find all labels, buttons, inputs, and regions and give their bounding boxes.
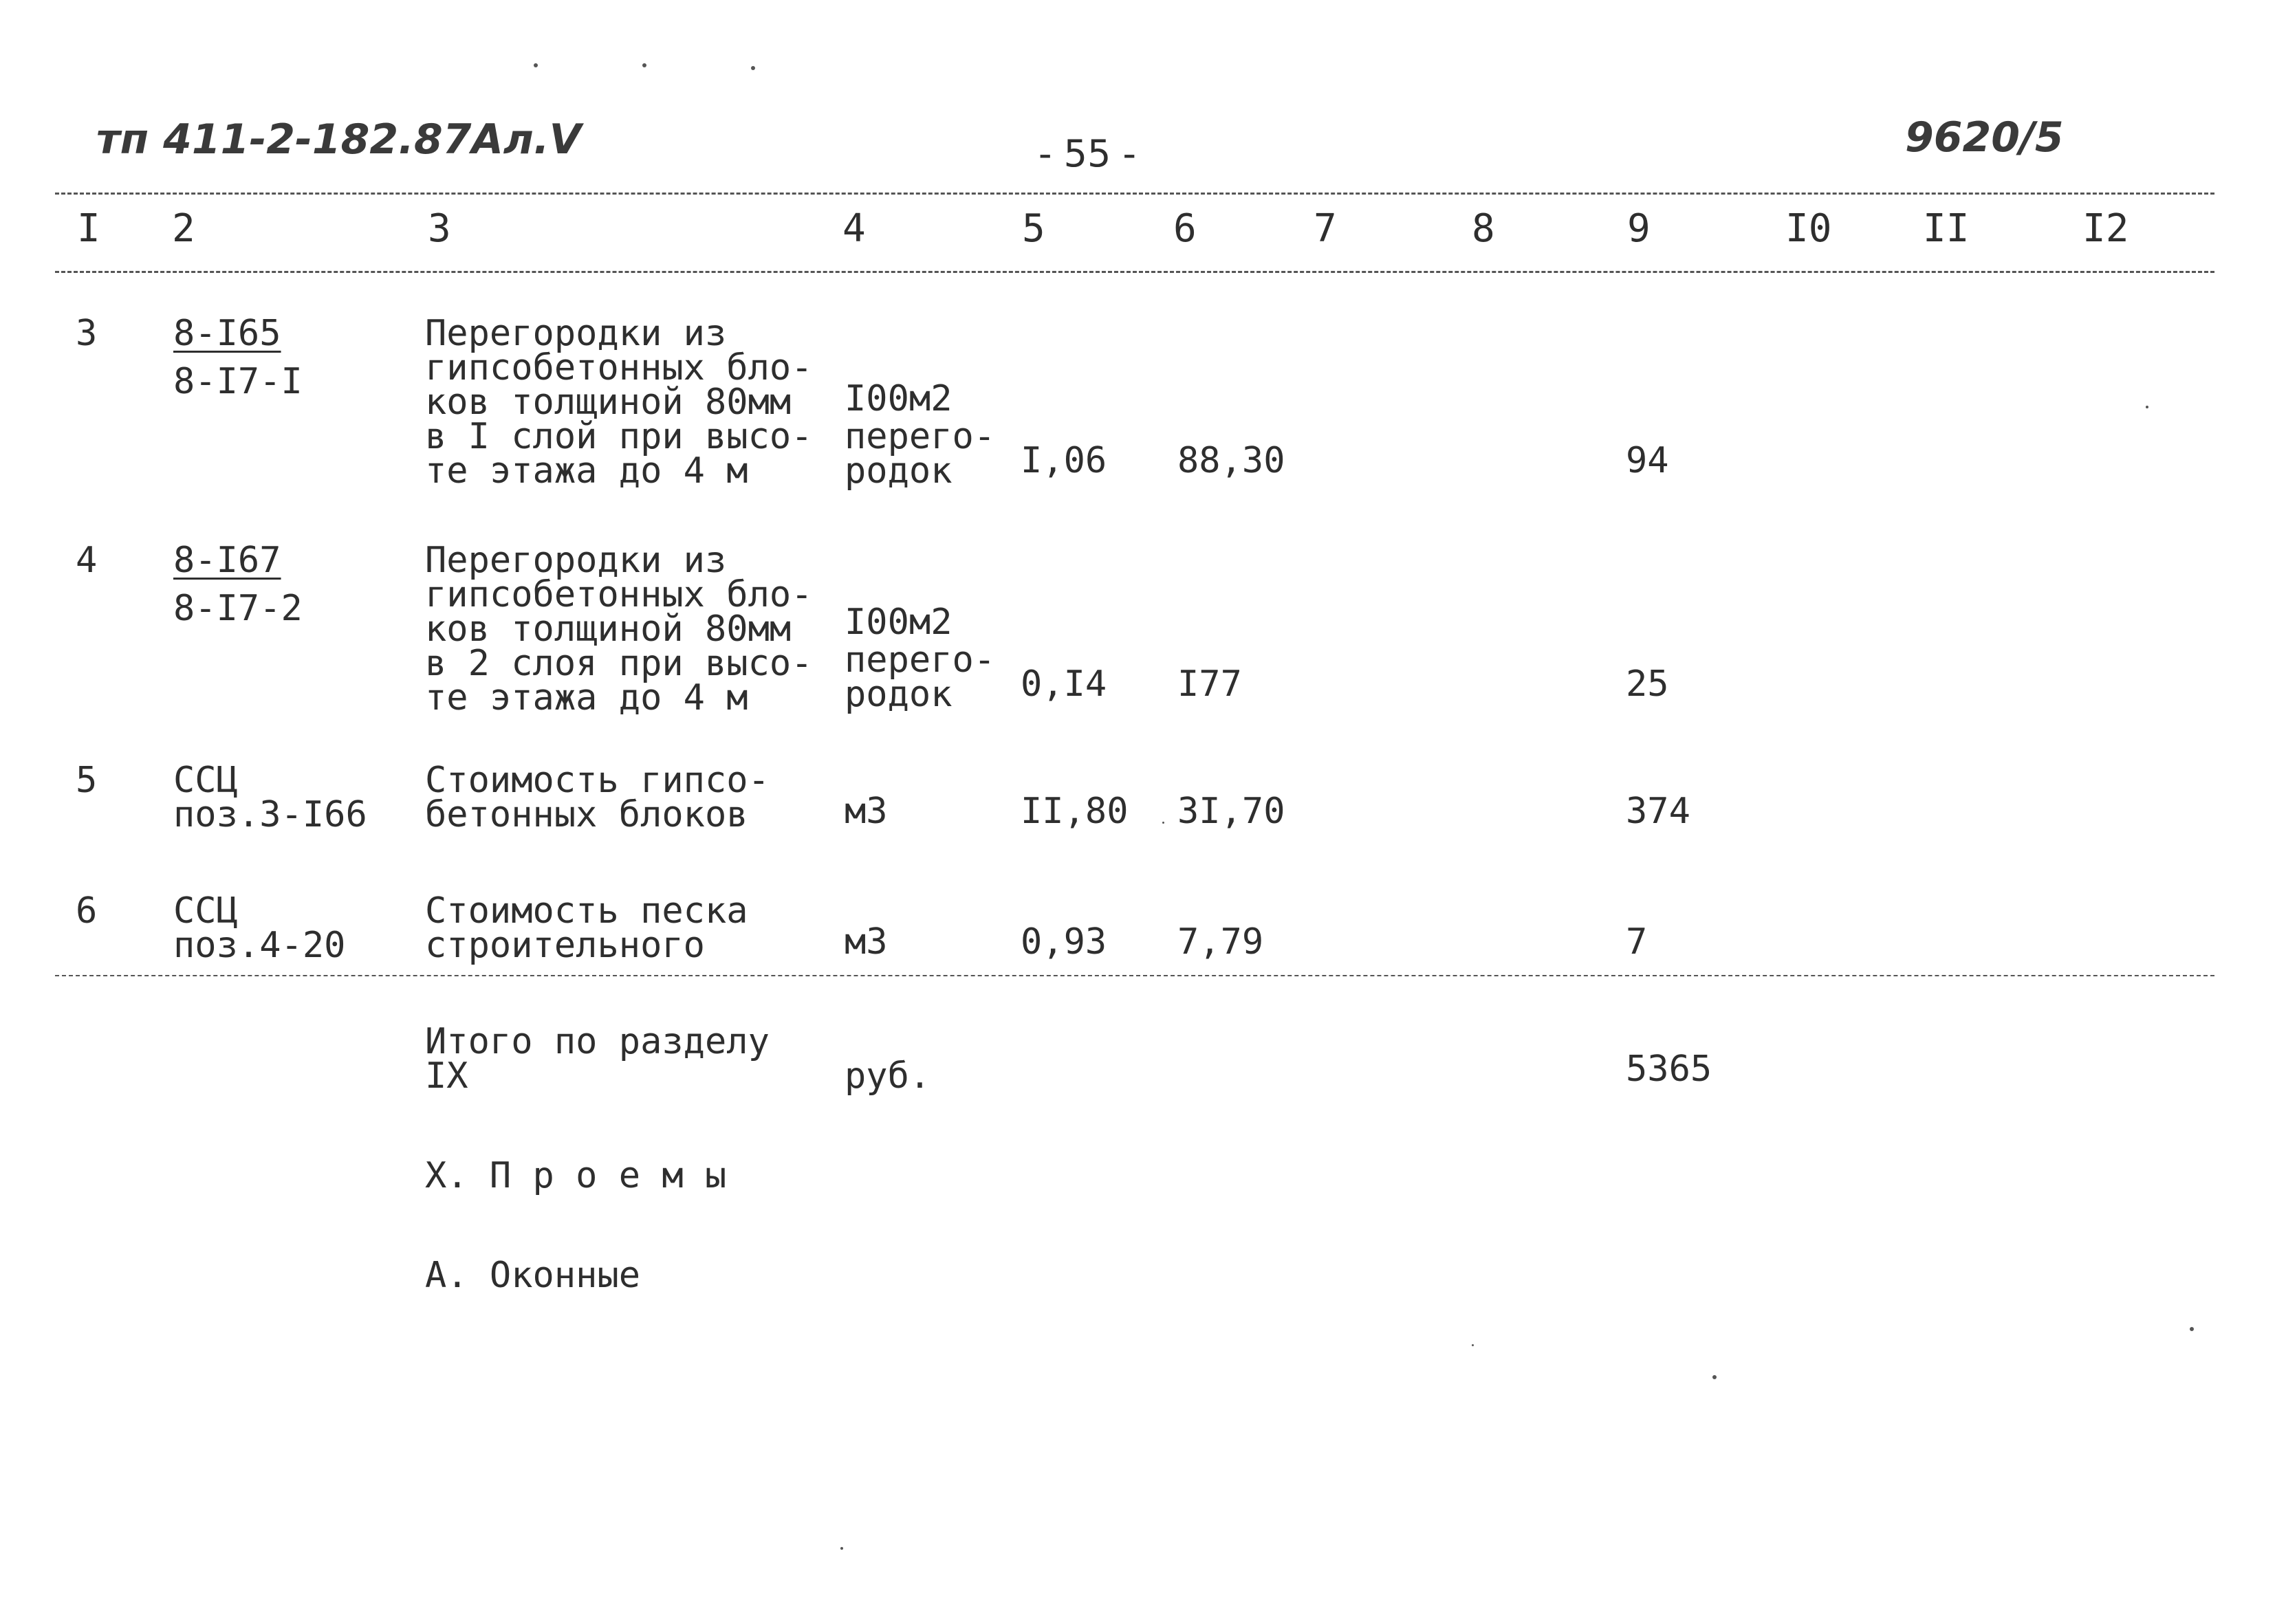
row-description-line: бетонных блоков [425,794,748,835]
section-heading: X. П р о е м ы [425,1155,727,1196]
column-header: 8 [1472,206,1495,251]
row-code-bottom: поз.3-I66 [173,794,367,835]
row-unit-line: м3 [845,921,888,963]
row-number: 3 [76,313,98,354]
column-header: I2 [2082,206,2129,251]
column-header: 3 [428,206,451,251]
row-description-line: ков толщиной 80мм [425,608,792,650]
row-description-line: гипсобетонных бло- [425,574,813,615]
column-header: I0 [1785,206,1832,251]
header-bottom-rule [55,271,2214,273]
row-code-bottom: 8-I7-I [173,361,303,402]
column-header: 6 [1173,206,1197,251]
column-header: II [1923,206,1970,251]
row-description-line: Перегородки из [425,313,727,354]
row-unit-line: м3 [845,791,888,832]
project-code: тп 411-2-182.87Ал.V [96,116,582,164]
row-price: 7,79 [1177,921,1264,963]
row-number: 6 [76,890,98,932]
column-header: I [77,206,100,251]
row-quantity: 0,93 [1021,921,1107,963]
column-header: 2 [172,206,195,251]
row-number: 4 [76,540,98,581]
summary-unit: руб. [845,1055,931,1097]
row-description-line: те этажа до 4 м [425,450,748,492]
row-description-line: гипсобетонных бло- [425,347,813,388]
table-bottom-rule [55,975,2214,976]
row-unit-line: перего- [845,416,996,457]
column-header: 9 [1627,206,1651,251]
row-unit-line: родок [845,450,953,492]
row-price: I77 [1177,663,1242,705]
column-header: 4 [842,206,866,251]
row-total: 25 [1626,663,1669,705]
row-code-top: ССЦ [173,760,238,801]
row-description-line: строительного [425,925,705,966]
row-price: 88,30 [1177,440,1285,481]
summary-label-line: IX [425,1055,468,1097]
row-price: 3I,70 [1177,791,1285,832]
column-header: 5 [1022,206,1045,251]
row-description-line: те этажа до 4 м [425,677,748,718]
column-header: 7 [1314,206,1337,251]
row-number: 5 [76,760,98,801]
subsection-heading: А. Оконные [425,1255,641,1296]
row-description-line: Стоимость гипсо- [425,760,770,801]
row-code-top: ССЦ [173,890,238,932]
row-unit-line: перего- [845,639,996,681]
row-code-top: 8-I67 [173,540,281,581]
row-description-line: ков толщиной 80мм [425,382,792,423]
row-description-line: в 2 слоя при высо- [425,643,813,684]
row-quantity: I,06 [1021,440,1107,481]
sheet-reference: 9620/5 [1905,113,2064,162]
row-code-bottom: 8-I7-2 [173,588,303,629]
page-number: - 55 - [1038,132,1137,175]
summary-label-line: Итого по разделу [425,1021,770,1062]
row-unit-line: I00м2 [845,602,953,643]
row-total: 7 [1626,921,1648,963]
row-quantity: II,80 [1021,791,1129,832]
row-total: 94 [1626,440,1669,481]
row-code-bottom: поз.4-20 [173,925,346,966]
row-description-line: Стоимость песка [425,890,748,932]
row-code-top: 8-I65 [173,313,281,354]
row-description-line: Перегородки из [425,540,727,581]
row-total: 374 [1626,791,1690,832]
header-top-rule [55,193,2214,195]
row-quantity: 0,I4 [1021,663,1107,705]
row-description-line: в I слой при высо- [425,416,813,457]
summary-total: 5365 [1626,1049,1712,1090]
row-unit-line: I00м2 [845,378,953,419]
row-unit-line: родок [845,674,953,715]
